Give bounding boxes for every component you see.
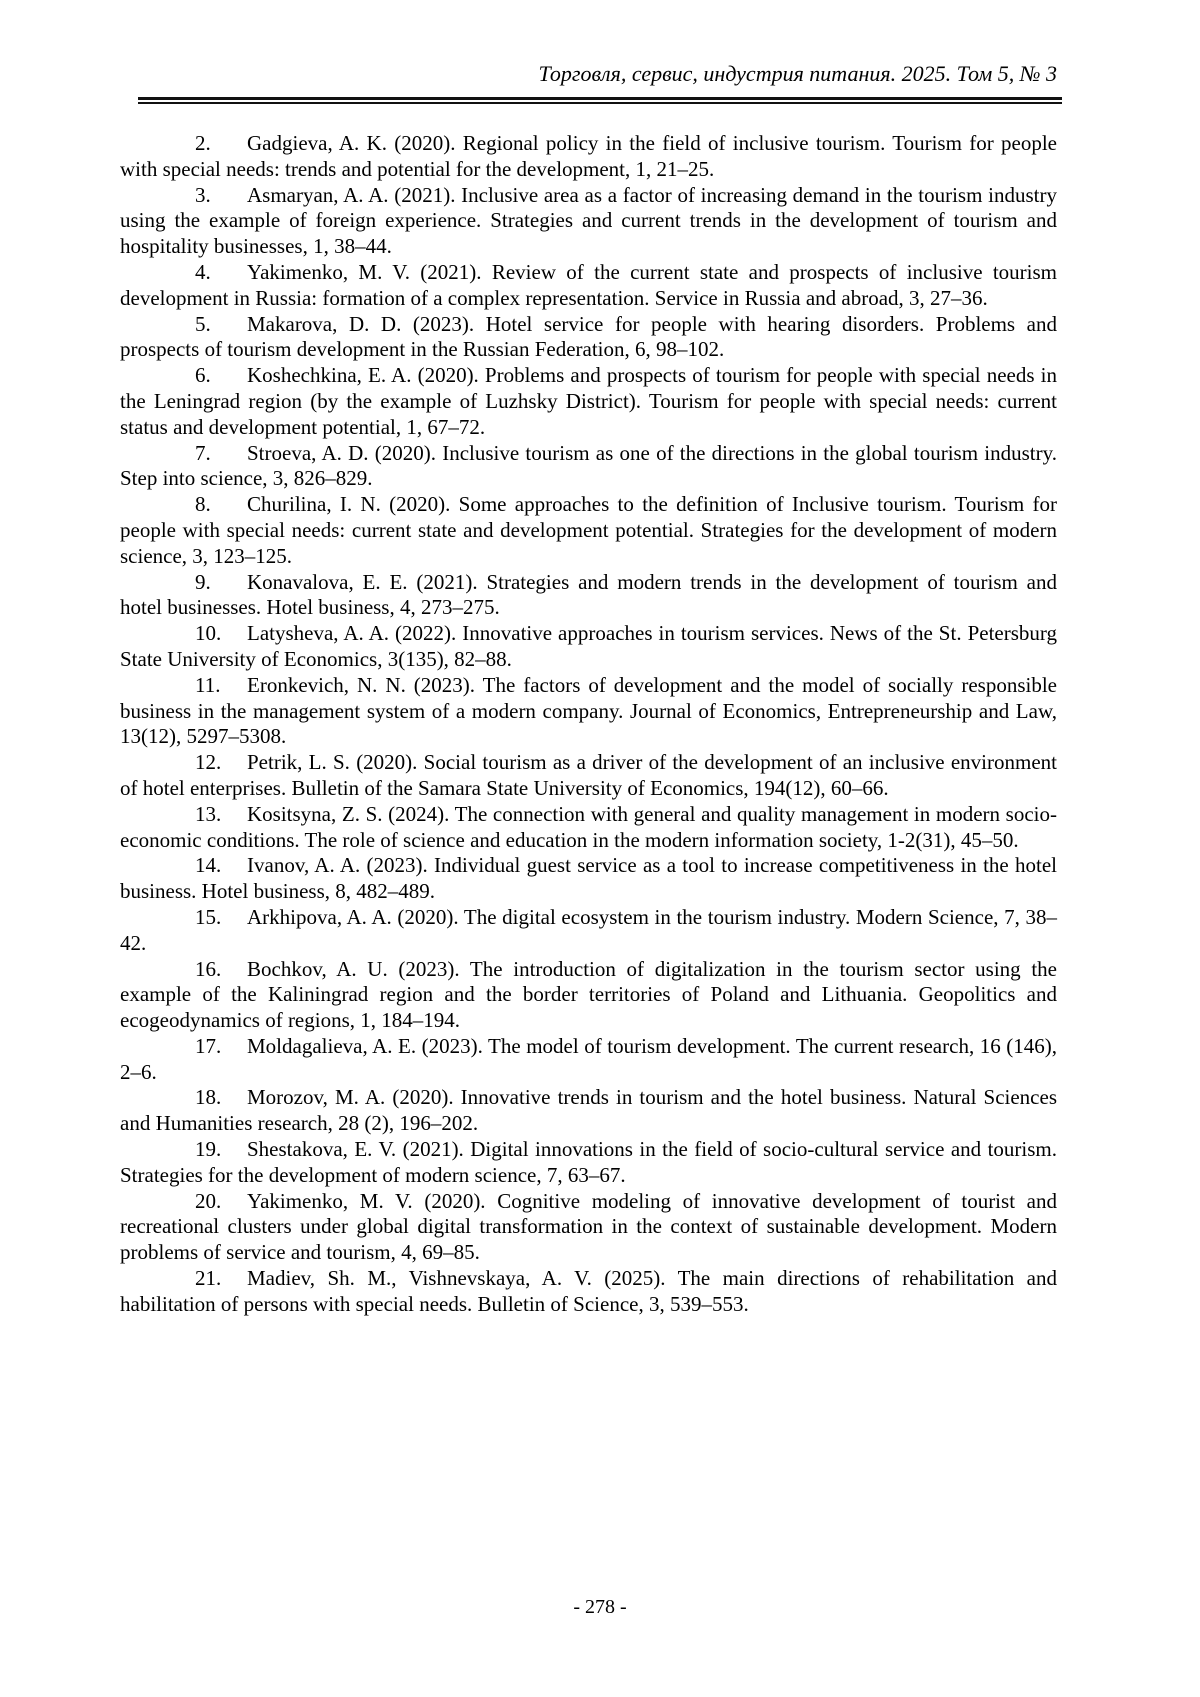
reference-number: 21.	[195, 1266, 222, 1291]
reference-text: Yakimenko, M. V. (2020). Cognitive modeling of innovative development of tourist and recreational clusters under global digital transformation in the context of sustainable development. Modern problems of service and tourism, 4, 69–85.	[120, 1188, 1057, 1265]
reference-text: Eronkevich, N. N. (2023). The factors of development and the model of socially responsible business in the management system of a modern company. Journal of Economics, Entrepreneurship and Law, 13(12), 5297–5308.	[120, 672, 1057, 749]
header-rule-divider	[138, 97, 1062, 104]
reference-number: 20.	[195, 1188, 222, 1213]
reference-text: Petrik, L. S. (2020). Social tourism as a driver of the development of an inclusive environment of hotel enterprises. Bulletin of the Samara State University of Economics, 194(12), 60–66.	[120, 750, 1057, 800]
reference-item	[120, 1034, 1057, 1086]
reference-item	[120, 570, 1057, 622]
reference-number: 5.	[195, 311, 211, 336]
reference-text: Stroeva, A. D. (2020). Inclusive tourism as one of the directions in the global tourism industry. Step into science, 3, 826–829.	[120, 440, 1057, 491]
reference-number: 7.	[195, 440, 211, 465]
reference-number: 3.	[195, 182, 211, 207]
reference-text: Kositsyna, Z. S. (2024). The connection with general and quality management in modern socio-economic conditions. The role of science and education in the modern information society, 1-2(31), 45–50.	[120, 801, 1057, 852]
reference-text: Gadgieva, A. K. (2020). Regional policy in the field of inclusive tourism. Tourism for people with special needs: trends and potential for the development, 1, 21–25.	[120, 131, 1057, 181]
reference-list	[120, 131, 1057, 1318]
reference-text: Latysheva, A. A. (2022). Innovative approaches in tourism services. News of the St. Petersburg State University of Economics, 3(135), 82–88.	[120, 621, 1057, 671]
reference-item	[120, 957, 1057, 1034]
reference-text: Ivanov, A. A. (2023). Individual guest service as a tool to increase competitiveness in the hotel business. Hotel business, 8, 482–489.	[120, 853, 1057, 904]
reference-item	[120, 750, 1057, 802]
reference-text: Yakimenko, M. V. (2021). Review of the current state and prospects of inclusive tourism development in Russia: formation of a complex representation. Service in Russia and abroad, 3, 27–36.	[120, 259, 1057, 310]
reference-item	[120, 312, 1057, 364]
reference-item	[120, 183, 1057, 260]
reference-text: Churilina, I. N. (2020). Some approaches to the definition of Inclusive tourism. Tourism for people with special needs: current state and development potential. Strategies for the development of modern science, 3, 123–125.	[120, 492, 1057, 568]
reference-text: Makarova, D. D. (2023). Hotel service for people with hearing disorders. Problems and prospects of tourism development in the Russian Federation, 6, 98–102.	[120, 311, 1057, 362]
reference-text: Asmaryan, A. A. (2021). Inclusive area as a factor of increasing demand in the tourism industry using the example of foreign experience. Strategies and current trends in the development of tourism and hospitality businesses, 1, 38–44.	[120, 182, 1057, 259]
reference-item	[120, 363, 1057, 440]
reference-item	[120, 905, 1057, 957]
reference-text: Morozov, M. A. (2020). Innovative trends in tourism and the hotel business. Natural Sciences and Humanities research, 28 (2), 196–202.	[120, 1085, 1057, 1136]
reference-number: 12.	[195, 750, 222, 775]
reference-number: 11.	[195, 672, 221, 697]
reference-item	[120, 492, 1057, 569]
reference-text: Koshechkina, E. A. (2020). Problems and prospects of tourism for people with special needs in the Leningrad region (by the example of Luzhsky District). Tourism for people with special needs: current status and development potential, 1, 67–72.	[120, 363, 1057, 439]
reference-text: Moldagalieva, A. E. (2023). The model of tourism development. The current research, 16 (146), 2–6.	[120, 1033, 1057, 1084]
reference-number: 15.	[195, 904, 222, 929]
reference-number: 14.	[195, 853, 222, 878]
reference-number: 4.	[195, 259, 211, 284]
reference-number: 16.	[195, 956, 222, 981]
reference-number: 18.	[195, 1085, 222, 1110]
reference-item	[120, 853, 1057, 905]
reference-text: Bochkov, A. U. (2023). The introduction of digitalization in the tourism sector using the example of the Kaliningrad region and the border territories of Poland and Lithuania. Geopolitics and ecogeodynamics of regions, 1, 184–194.	[120, 956, 1057, 1033]
reference-text: Shestakova, E. V. (2021). Digital innovations in the field of socio-cultural service and tourism. Strategies for the development of modern science, 7, 63–67.	[120, 1137, 1057, 1187]
reference-number: 9.	[195, 569, 211, 594]
reference-number: 2.	[195, 131, 211, 155]
reference-item	[120, 260, 1057, 312]
page-number: - 278 -	[573, 1596, 627, 1618]
reference-item	[120, 1085, 1057, 1137]
reference-text: Arkhipova, A. A. (2020). The digital ecosystem in the tourism industry. Modern Science, 7, 38–42.	[120, 904, 1057, 955]
reference-number: 13.	[195, 801, 222, 826]
reference-text: Konavalova, E. E. (2021). Strategies and modern trends in the development of tourism and hotel businesses. Hotel business, 4, 273–275.	[120, 569, 1057, 620]
reference-item	[120, 621, 1057, 673]
reference-text: Madiev, Sh. M., Vishnevskaya, A. V. (2025). The main directions of rehabilitation and habilitation of persons with special needs. Bulletin of Science, 3, 539–553.	[120, 1266, 1057, 1316]
reference-item	[120, 1137, 1057, 1189]
reference-number: 10.	[195, 621, 222, 646]
reference-number: 8.	[195, 492, 211, 517]
reference-item	[120, 1266, 1057, 1318]
reference-number: 17.	[195, 1033, 222, 1058]
reference-item	[120, 441, 1057, 493]
reference-item	[120, 1189, 1057, 1266]
journal-header: Торговля, сервис, индустрия питания. 2025. Том 5, № 3	[538, 61, 1057, 86]
reference-item	[120, 802, 1057, 854]
reference-item	[120, 673, 1057, 750]
reference-number: 6.	[195, 363, 211, 388]
reference-item	[120, 131, 1057, 183]
reference-number: 19.	[195, 1137, 222, 1162]
